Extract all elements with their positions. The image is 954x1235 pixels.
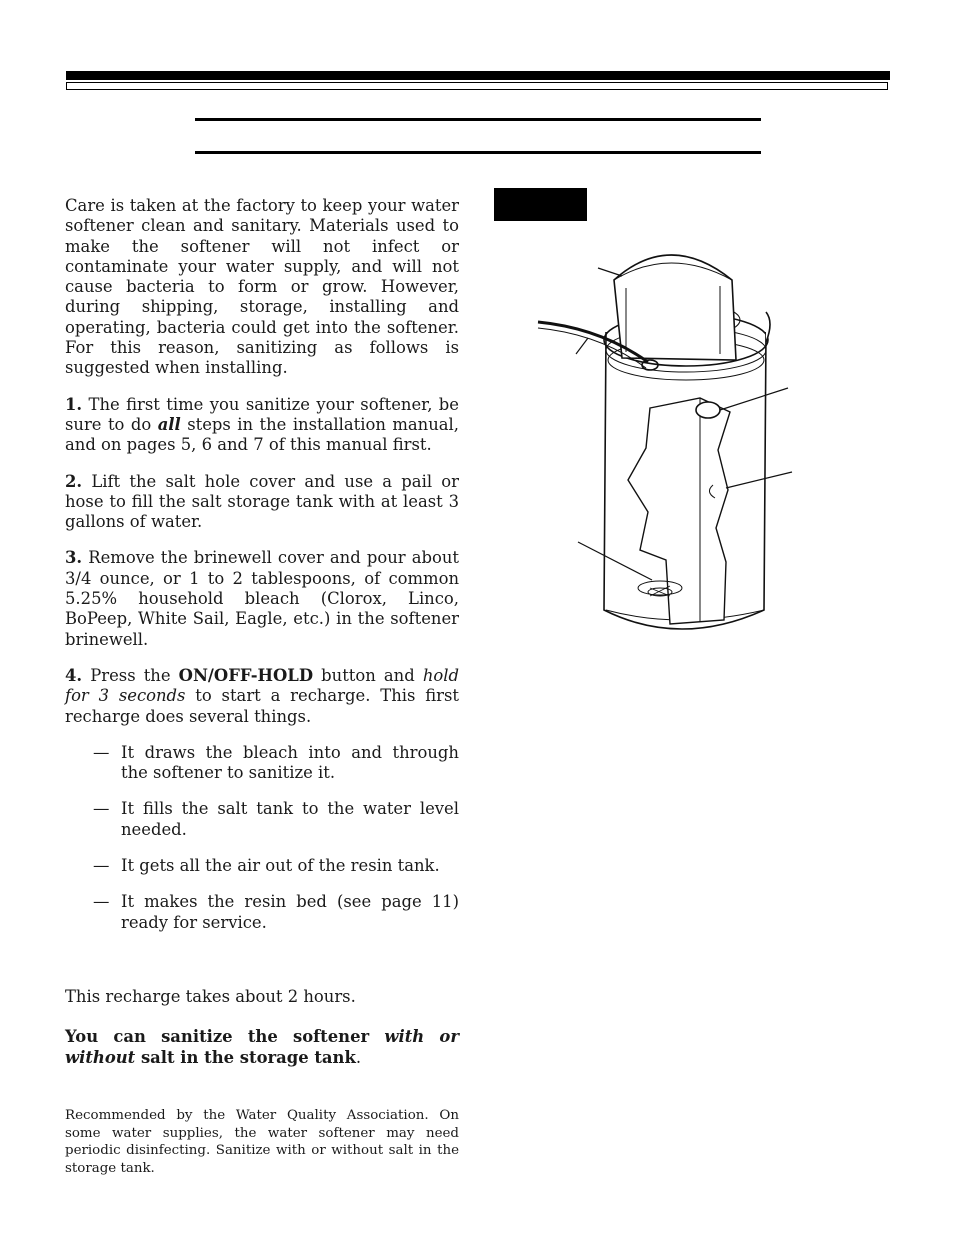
title-rule-top <box>195 118 761 121</box>
step-text: Remove the brinewell cover and pour about 3/4 ounce, or 1 to 2 tablespoons, of common 5.25% household bleach (Clorox, Linco, BoPeep, White Sail, Eagle, etc.) in the softener brinewell. <box>65 548 460 649</box>
figure-label-box <box>494 188 587 221</box>
header-thick-rule <box>66 71 890 80</box>
closing-text: You can sanitize the softener <box>65 1027 385 1047</box>
step-number: 3. <box>65 548 83 568</box>
dash-marker: — <box>93 799 110 819</box>
closing-text: . <box>355 1047 362 1067</box>
title-rule-bottom <box>195 151 761 154</box>
dash-marker: — <box>93 742 110 762</box>
leader-line <box>576 338 588 354</box>
step-number: 2. <box>65 471 83 491</box>
step-3 <box>65 548 459 649</box>
step-2 <box>65 472 459 533</box>
button-name: ON/OFF-HOLD <box>178 665 314 685</box>
list-item <box>93 743 459 784</box>
step-text: to start a recharge. This first recharge does several things. <box>65 686 459 726</box>
dash-marker: — <box>93 856 110 876</box>
list-item-text: It gets all the air out of the resin tank. <box>121 856 440 876</box>
step-number: 4. <box>65 665 83 685</box>
leader-line <box>598 268 622 276</box>
step-4 <box>65 666 459 727</box>
step-text: Press the <box>90 665 179 685</box>
header-hollow-rule <box>66 82 888 90</box>
step-text: The first time you sanitize your softener, be sure to do <box>65 394 459 434</box>
list-item <box>93 856 459 876</box>
brinewell-cap <box>696 402 720 418</box>
step-text: steps in the installation manual, and on pages 5, 6 and 7 of this manual first. <box>65 414 459 455</box>
list-item <box>93 799 459 840</box>
list-item-text: It draws the bleach into and through the softener to sanitize it. <box>121 742 459 783</box>
list-item-text: It makes the resin bed (see page 11) ready for service. <box>121 892 459 932</box>
list-item-text: It fills the salt tank to the water level needed. <box>121 799 459 839</box>
main-text-column <box>65 196 459 1084</box>
closing-text: salt in the storage tank <box>135 1047 356 1067</box>
softener-illustration <box>530 250 830 650</box>
closing-note <box>65 1027 459 1068</box>
step-number: 1. <box>65 394 83 414</box>
intro-paragraph: Care is taken at the factory to keep your water softener clean and sanitary. Materials used to make the softener will not infect or contaminate your water supply, and will not cause bacteria to form or grow. However, during shipping, storage, installing and operating, bacteria could get into the softener. For this reason, sanitizing as follows is suggested when installing. <box>65 196 459 378</box>
list-item <box>93 892 459 933</box>
cutaway <box>628 398 730 624</box>
closing-emphasis: with or without <box>65 1027 459 1067</box>
step-1 <box>65 395 459 456</box>
duration-text: This recharge takes about 2 hours. <box>65 986 356 1006</box>
dash-marker: — <box>93 892 110 912</box>
leader-line <box>720 388 788 410</box>
footnote: Recommended by the Water Quality Association. On some water supplies, the water softener may need periodic disinfecting. Sanitize with or without salt in the storage tank. <box>65 1108 459 1176</box>
step-text: Lift the salt hole cover and use a pail or hose to fill the salt storage tank with at least 3 gallons of water. <box>65 471 459 532</box>
step-emphasis: hold for 3 seconds <box>65 665 459 706</box>
step-text: button and <box>313 665 423 685</box>
leader-line <box>726 472 792 488</box>
step-emphasis: all <box>157 414 181 434</box>
